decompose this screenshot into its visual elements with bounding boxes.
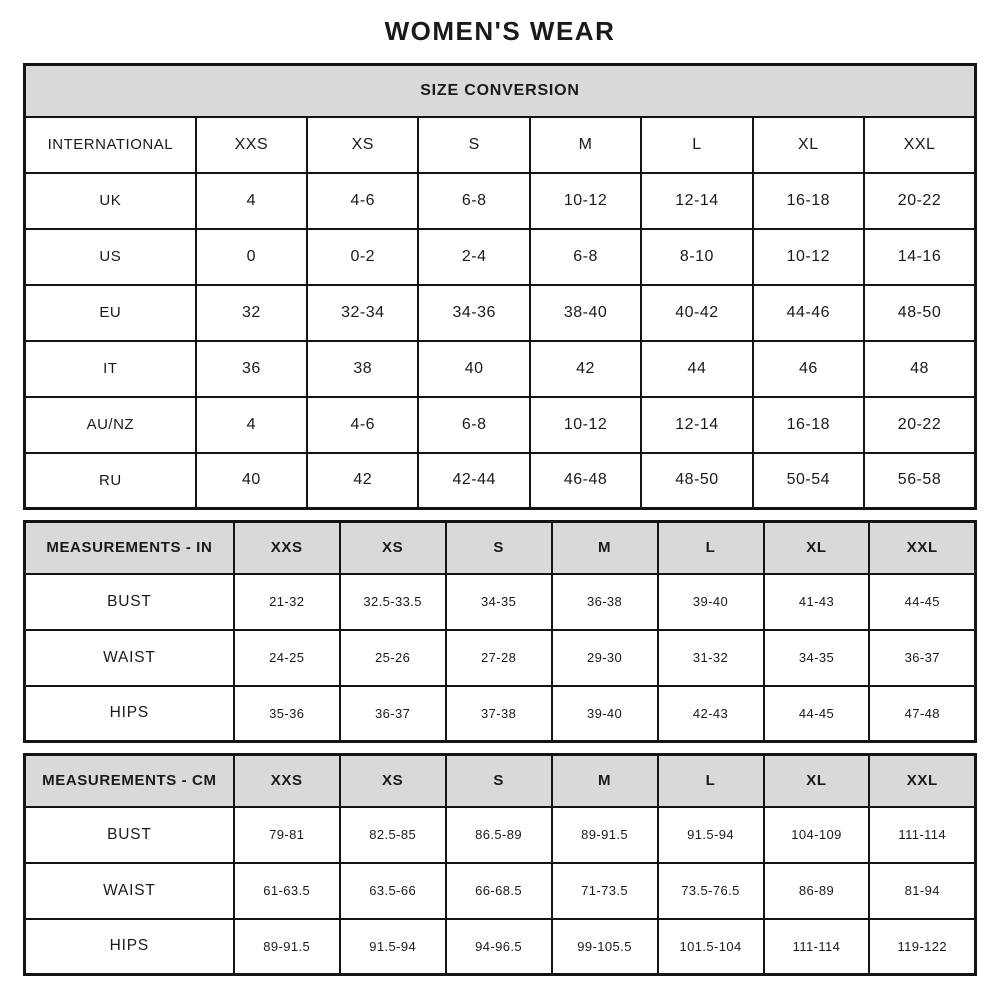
table-row: [25, 630, 976, 686]
size-conversion-table: [23, 63, 977, 510]
value-cell: 101.5-104: [658, 919, 764, 975]
header-cell: XXS: [234, 522, 340, 574]
value-cell: 91.5-94: [658, 807, 764, 863]
header-cell: M: [552, 522, 658, 574]
value-cell: 39-40: [552, 686, 658, 742]
value-cell: 35-36: [234, 686, 340, 742]
value-cell: 0-2: [307, 229, 418, 285]
value-cell: 36-37: [869, 630, 975, 686]
value-cell: 16-18: [753, 397, 864, 453]
table-row: [25, 919, 976, 975]
table-title: MEASUREMENTS - IN: [25, 522, 234, 574]
header-cell: XS: [307, 117, 418, 173]
header-cell: XXL: [869, 522, 975, 574]
value-cell: 94-96.5: [446, 919, 552, 975]
header-cell: M: [530, 117, 641, 173]
header-cell: XXL: [864, 117, 975, 173]
value-cell: 42-43: [658, 686, 764, 742]
value-cell: 4-6: [307, 173, 418, 229]
value-cell: 4: [196, 173, 307, 229]
measurements-in-table: [23, 520, 977, 743]
header-cell: S: [446, 755, 552, 807]
value-cell: 40: [418, 341, 529, 397]
value-cell: 66-68.5: [446, 863, 552, 919]
value-cell: 79-81: [234, 807, 340, 863]
value-cell: 86.5-89: [446, 807, 552, 863]
value-cell: 81-94: [869, 863, 975, 919]
page-title: WOMEN'S WEAR: [384, 16, 616, 46]
value-cell: 10-12: [753, 229, 864, 285]
header-cell: XXS: [196, 117, 307, 173]
value-cell: 42: [307, 453, 418, 509]
table-row: [25, 453, 976, 509]
row-label: WAIST: [25, 630, 234, 686]
value-cell: 44-46: [753, 285, 864, 341]
header-cell: XL: [764, 755, 870, 807]
value-cell: 32: [196, 285, 307, 341]
header-cell: XXS: [234, 755, 340, 807]
header-cell: XL: [764, 522, 870, 574]
value-cell: 89-91.5: [552, 807, 658, 863]
value-cell: 44-45: [869, 574, 975, 630]
row-label: UK: [25, 173, 196, 229]
value-cell: 91.5-94: [340, 919, 446, 975]
value-cell: 50-54: [753, 453, 864, 509]
header-cell: XXL: [869, 755, 975, 807]
value-cell: 42: [530, 341, 641, 397]
value-cell: 42-44: [418, 453, 529, 509]
value-cell: 6-8: [418, 173, 529, 229]
header-cell: XS: [340, 755, 446, 807]
header-cell: XS: [340, 522, 446, 574]
table-title: SIZE CONVERSION: [25, 65, 976, 117]
value-cell: 6-8: [418, 397, 529, 453]
value-cell: 4: [196, 397, 307, 453]
row-label: US: [25, 229, 196, 285]
table-row: [25, 863, 976, 919]
header-cell: L: [658, 755, 764, 807]
value-cell: 21-32: [234, 574, 340, 630]
value-cell: 31-32: [658, 630, 764, 686]
value-cell: 111-114: [869, 807, 975, 863]
table-banner-row: [25, 65, 976, 117]
value-cell: 12-14: [641, 397, 752, 453]
value-cell: 61-63.5: [234, 863, 340, 919]
value-cell: 73.5-76.5: [658, 863, 764, 919]
value-cell: 119-122: [869, 919, 975, 975]
row-label: IT: [25, 341, 196, 397]
value-cell: 46-48: [530, 453, 641, 509]
value-cell: 20-22: [864, 397, 975, 453]
value-cell: 34-35: [764, 630, 870, 686]
value-cell: 82.5-85: [340, 807, 446, 863]
value-cell: 38-40: [530, 285, 641, 341]
table-row: [25, 173, 976, 229]
value-cell: 38: [307, 341, 418, 397]
value-cell: 36: [196, 341, 307, 397]
value-cell: 104-109: [764, 807, 870, 863]
value-cell: 24-25: [234, 630, 340, 686]
value-cell: 34-35: [446, 574, 552, 630]
table-title: MEASUREMENTS - CM: [25, 755, 234, 807]
table-row: [25, 229, 976, 285]
value-cell: 44: [641, 341, 752, 397]
value-cell: 99-105.5: [552, 919, 658, 975]
row-label: RU: [25, 453, 196, 509]
table-row: [25, 341, 976, 397]
table-header-row: [25, 117, 976, 173]
value-cell: 2-4: [418, 229, 529, 285]
table-header-row: [25, 522, 976, 574]
value-cell: 10-12: [530, 173, 641, 229]
header-cell: S: [446, 522, 552, 574]
value-cell: 10-12: [530, 397, 641, 453]
header-cell: L: [641, 117, 752, 173]
row-label: EU: [25, 285, 196, 341]
value-cell: 0: [196, 229, 307, 285]
value-cell: 40-42: [641, 285, 752, 341]
value-cell: 36-38: [552, 574, 658, 630]
row-label: BUST: [25, 807, 234, 863]
value-cell: 4-6: [307, 397, 418, 453]
value-cell: 20-22: [864, 173, 975, 229]
value-cell: 40: [196, 453, 307, 509]
row-label: BUST: [25, 574, 234, 630]
value-cell: 63.5-66: [340, 863, 446, 919]
value-cell: 89-91.5: [234, 919, 340, 975]
value-cell: 71-73.5: [552, 863, 658, 919]
value-cell: 29-30: [552, 630, 658, 686]
table-header-row: [25, 755, 976, 807]
value-cell: 111-114: [764, 919, 870, 975]
row-label: AU/NZ: [25, 397, 196, 453]
header-cell: INTERNATIONAL: [25, 117, 196, 173]
value-cell: 41-43: [764, 574, 870, 630]
value-cell: 27-28: [446, 630, 552, 686]
table-row: [25, 574, 976, 630]
value-cell: 47-48: [869, 686, 975, 742]
value-cell: 48-50: [864, 285, 975, 341]
value-cell: 16-18: [753, 173, 864, 229]
value-cell: 32-34: [307, 285, 418, 341]
value-cell: 32.5-33.5: [340, 574, 446, 630]
value-cell: 37-38: [446, 686, 552, 742]
header-cell: XL: [753, 117, 864, 173]
value-cell: 46: [753, 341, 864, 397]
value-cell: 25-26: [340, 630, 446, 686]
table-row: [25, 686, 976, 742]
row-label: HIPS: [25, 686, 234, 742]
value-cell: 6-8: [530, 229, 641, 285]
value-cell: 12-14: [641, 173, 752, 229]
value-cell: 8-10: [641, 229, 752, 285]
table-row: [25, 807, 976, 863]
value-cell: 14-16: [864, 229, 975, 285]
value-cell: 48: [864, 341, 975, 397]
measurements-cm-table: [23, 753, 977, 976]
row-label: WAIST: [25, 863, 234, 919]
header-cell: S: [418, 117, 529, 173]
value-cell: 56-58: [864, 453, 975, 509]
value-cell: 36-37: [340, 686, 446, 742]
header-cell: L: [658, 522, 764, 574]
value-cell: 39-40: [658, 574, 764, 630]
table-row: [25, 285, 976, 341]
header-cell: M: [552, 755, 658, 807]
value-cell: 86-89: [764, 863, 870, 919]
value-cell: 34-36: [418, 285, 529, 341]
value-cell: 48-50: [641, 453, 752, 509]
table-row: [25, 397, 976, 453]
value-cell: 44-45: [764, 686, 870, 742]
row-label: HIPS: [25, 919, 234, 975]
